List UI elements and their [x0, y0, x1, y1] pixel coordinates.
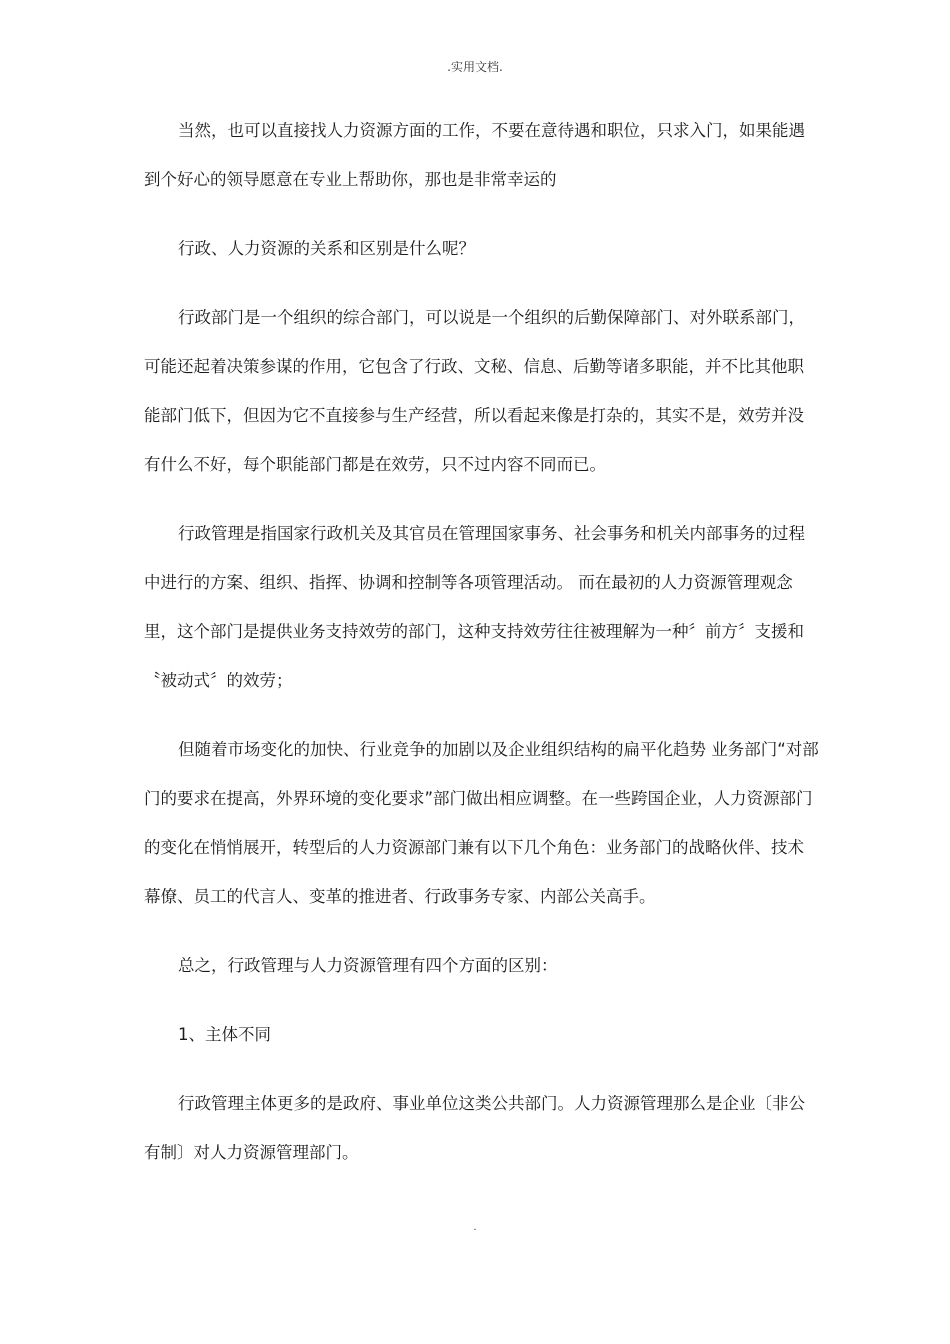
list-item: 1、主体不同 — [178, 1025, 271, 1044]
paragraph: 总之，行政管理与人力资源管理有四个方面的区别： — [178, 956, 558, 975]
paragraph-heading: 行政、人力资源的关系和区别是什么呢？ — [178, 239, 475, 258]
paragraph: 当然，也可以直接找人力资源方面的工作，不要在意待遇和职位，只求入门，如果能遇到个好心的领导愿意在专业上帮助你，那也是非常幸运的 — [144, 121, 805, 189]
paragraph: 但随着市场变化的加快、行业竞争的加剧以及企业组织结构的扁平化趋势 业务部门“对部门的要求在提高，外界环境的变化要求”部门做出相应调整。在一些跨国企业，人力资源部门的变化在悄悄展开，转型后的人力资源部门兼有以下几个角色：业务部门的战略伙伴、技术幕僚、员工的代言人、变革的推进者、行政事务专家、内部公关高手。 — [144, 740, 819, 906]
page-footer: . — [473, 1222, 477, 1233]
paragraph: 行政管理主体更多的是政府、事业单位这类公共部门。人力资源管理那么是企业〔非公有制〕对人力资源管理部门。 — [144, 1094, 805, 1162]
page-header: .实用文档. — [447, 60, 503, 74]
paragraph: 行政部门是一个组织的综合部门，可以说是一个组织的后勤保障部门、对外联系部门，可能还起着决策参谋的作用，它包含了行政、文秘、信息、后勤等诸多职能，并不比其他职能部门低下，但因为它不直接参与生产经营，所以看起来像是打杂的，其实不是，效劳并没有什么不好，每个职能部门都是在效劳，只不过内容不同而已。 — [144, 308, 805, 474]
paragraph: 行政管理是指国家行政机关及其官员在管理国家事务、社会事务和机关内部事务的过程中进行的方案、组织、指挥、协调和控制等各项管理活动。 而在最初的人力资源管理观念里，这个部门是提供业务支持效劳的部门，这种支持效劳往往被理解为一种〞前方〞支援和〝被动式〞的效劳； — [144, 524, 805, 690]
document-body — [144, 106, 820, 1197]
